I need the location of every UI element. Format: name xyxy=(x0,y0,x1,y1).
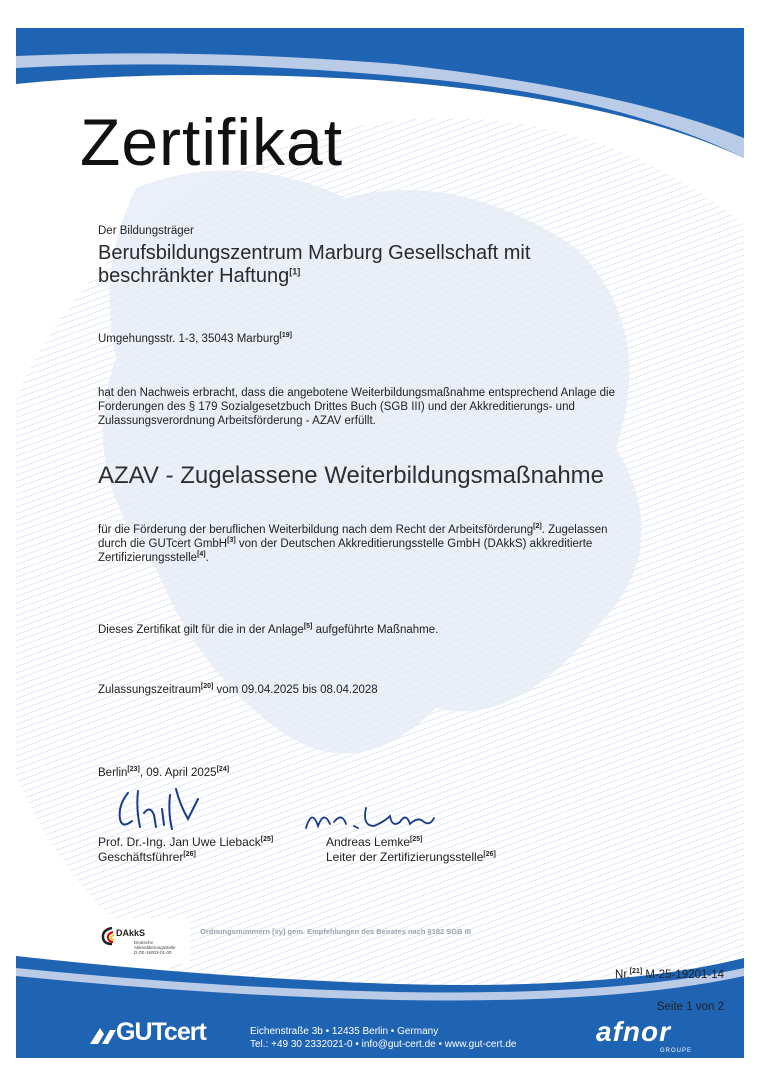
intro-text: Der Bildungsträger xyxy=(98,225,194,237)
funding-paragraph xyxy=(98,523,608,565)
date-text: , 09. April 2025 xyxy=(139,767,217,779)
certificate-title: Zertifikat xyxy=(80,105,344,179)
signatory-1-role xyxy=(98,850,273,865)
statement-line1: hat den Nachweis erbracht, dass die angebotene Weiterbildungsmaßnahme entsprechend Anlage die xyxy=(98,387,615,399)
gutcert-brand: GUTcert xyxy=(116,1018,206,1046)
funding-ref1: [2] xyxy=(533,523,542,531)
footer-address: Eichenstraße 3b • 12435 Berlin • Germany xyxy=(250,1026,439,1037)
organization-ref: [1] xyxy=(289,266,301,277)
signatory-1-role-text: Geschäftsführer xyxy=(98,850,184,864)
dakks-title: DAkkS xyxy=(116,928,146,938)
signature-lieback xyxy=(110,785,210,835)
organization-line2-text: beschränkter Haftung xyxy=(98,265,290,287)
dakks-flag-icon xyxy=(100,926,116,946)
period-a: Zulassungszeitraum xyxy=(98,684,201,696)
gutcert-logo-icon xyxy=(88,1024,118,1048)
afnor-logo: afnor xyxy=(596,1016,671,1047)
funding-line2-b: von der Deutschen Akkreditierungsstelle GmbH (DAkkS) akkreditierte xyxy=(235,538,593,550)
place-text: Berlin xyxy=(98,767,128,779)
signatory-2-name xyxy=(326,835,496,850)
signatory-2-role-ref: [26] xyxy=(483,851,496,858)
validity-b: aufgeführte Maßnahme. xyxy=(312,624,439,636)
signatory-2-name-text: Andreas Lemke xyxy=(326,835,411,849)
signatory-1-name-text: Prof. Dr.-Ing. Jan Uwe Lieback xyxy=(98,835,261,849)
signatory-2-role xyxy=(326,850,496,865)
signatory-2 xyxy=(326,835,496,865)
afnor-groupe: GROUPE xyxy=(660,1048,693,1054)
dakks-sub2: Akkreditierungsstelle xyxy=(134,945,176,950)
funding-line3 xyxy=(98,551,608,565)
ordnung-note: Ordnungsnummern [xy] gem. Empfehlungen des Beirates nach §182 SGB III xyxy=(200,927,471,936)
number-value: M-25-19201-14 xyxy=(642,969,724,981)
certificate-number xyxy=(615,968,724,982)
period-ref: [20] xyxy=(200,683,214,691)
organization-line2 xyxy=(98,265,530,288)
funding-line3-b: . xyxy=(205,552,209,564)
statement-line2: Forderungen des § 179 Sozialgesetzbuch Drittes Buch (SGB III) und der Akkreditierungs- und xyxy=(98,401,575,413)
funding-line1-b: . Zugelassen xyxy=(541,524,608,536)
funding-line3-a: Zertifizierungsstelle xyxy=(98,552,198,564)
footer-contact: Tel.: +49 30 2332021-0 • info@gut-cert.de • www.gut-cert.de xyxy=(250,1039,517,1050)
signatory-2-name-ref: [25] xyxy=(410,836,423,843)
address-ref: [19] xyxy=(279,332,292,340)
organization-address xyxy=(98,332,292,346)
number-label: Nr. xyxy=(615,969,630,981)
funding-line1-a: für die Förderung der beruflichen Weiterbildung nach dem Recht der Arbeitsförderung xyxy=(98,524,534,536)
date-ref: [24] xyxy=(216,766,230,774)
organization-line1: Berufsbildungszentrum Marburg Gesellschaft mit xyxy=(98,242,531,264)
place-date xyxy=(98,766,229,780)
funding-ref3: [4] xyxy=(197,551,206,559)
funding-line1 xyxy=(98,523,608,537)
signatory-2-role-text: Leiter der Zertifizierungsstelle xyxy=(326,850,484,864)
signatory-1-name xyxy=(98,835,273,850)
address-text: Umgehungsstr. 1-3, 35043 Marburg xyxy=(98,333,280,345)
page-indicator: Seite 1 von 2 xyxy=(656,1001,724,1013)
number-ref: [21] xyxy=(629,968,643,976)
period-text xyxy=(98,683,378,697)
dakks-subtitle xyxy=(134,940,176,955)
funding-line2 xyxy=(98,537,608,551)
signatory-1 xyxy=(98,835,273,865)
organization-name xyxy=(98,242,530,288)
funding-ref2: [3] xyxy=(227,537,236,545)
period-b: vom 09.04.2025 bis 08.04.2028 xyxy=(213,684,378,696)
place-ref: [23] xyxy=(127,766,140,774)
statement-line3: Zulassungsverordnung Arbeitsförderung - AZAV erfüllt. xyxy=(98,415,376,427)
validity-text xyxy=(98,623,438,637)
signatory-1-role-ref: [26] xyxy=(183,851,196,858)
azav-heading: AZAV - Zugelassene Weiterbildungsmaßnahme xyxy=(98,462,605,489)
statement-paragraph xyxy=(98,386,615,428)
dakks-sub3: D-ZE-16003-01-00 xyxy=(134,950,172,955)
funding-line2-a: durch die GUTcert GmbH xyxy=(98,538,228,550)
signatory-1-name-ref: [25] xyxy=(260,836,274,843)
validity-a: Dieses Zertifikat gilt für die in der Anlage xyxy=(98,624,304,636)
dakks-sub1: Deutsche xyxy=(134,940,154,945)
validity-ref: [5] xyxy=(303,623,313,631)
signature-lemke xyxy=(300,800,440,840)
